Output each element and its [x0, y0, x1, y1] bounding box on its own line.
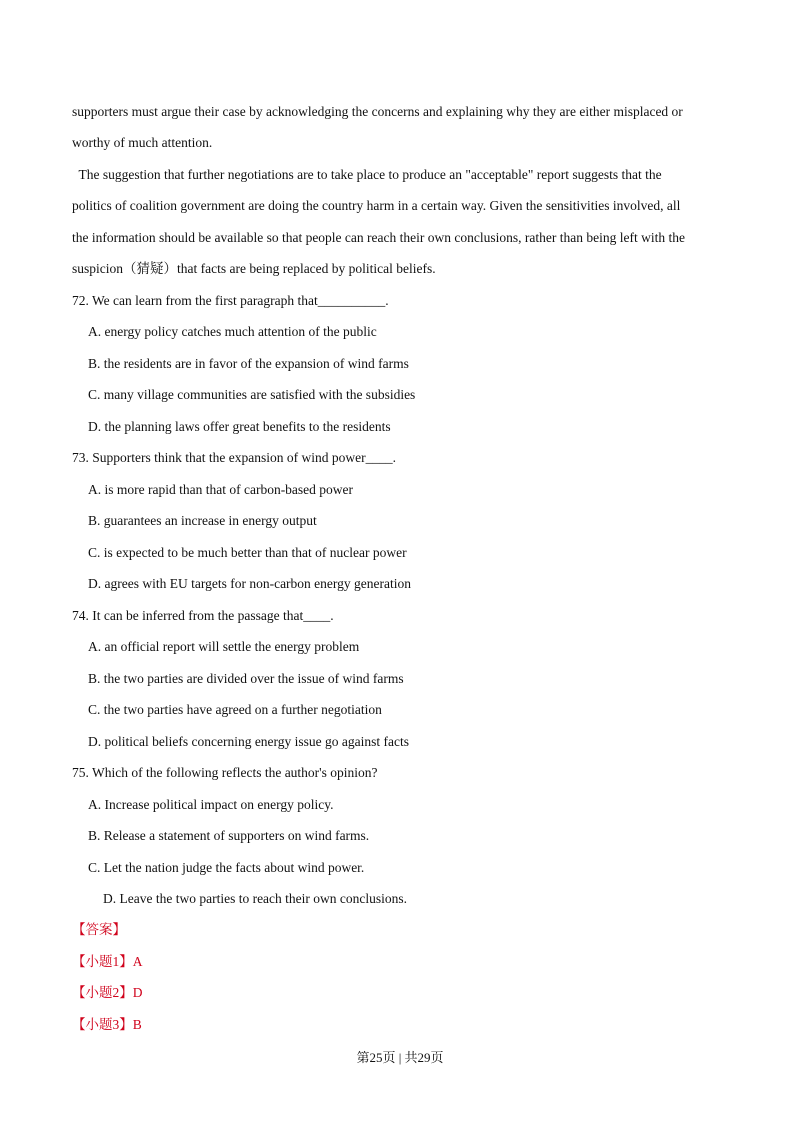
question-option: A. is more rapid than that of carbon-based power — [88, 482, 354, 497]
question-stem: 73. Supporters think that the expansion of wind power____. — [72, 450, 396, 465]
question-stem: 75. Which of the following reflects the author's opinion? — [72, 765, 378, 780]
question-option: A. energy policy catches much attention of the public — [88, 324, 377, 339]
question-option: B. the residents are in favor of the expansion of wind farms — [88, 356, 409, 371]
question-option: D. political beliefs concerning energy issue go against facts — [88, 734, 410, 749]
answer-item: 【小题2】D — [72, 985, 143, 1000]
question-option: B. guarantees an increase in energy output — [88, 513, 317, 528]
passage-line: politics of coalition government are doing the country harm in a certain way. Given the sensitivities involved, all — [72, 198, 681, 213]
passage-line: the information should be available so that people can reach their own conclusions, rather than being left with the — [72, 230, 685, 245]
question-stem: 74. It can be inferred from the passage that____. — [72, 608, 334, 623]
answer-item: 【小题1】A — [72, 954, 143, 969]
question-option: B. Release a statement of supporters on wind farms. — [88, 828, 370, 843]
passage-line: suspicion（猜疑）that facts are being replaced by political beliefs. — [72, 261, 436, 276]
passage-line: supporters must argue their case by acknowledging the concerns and explaining why they are either misplaced or — [72, 104, 683, 119]
answer-item: 【小题3】B — [72, 1017, 142, 1032]
question-option: A. Increase political impact on energy policy. — [88, 797, 334, 812]
question-option: C. the two parties have agreed on a further negotiation — [88, 702, 382, 717]
question-option: C. Let the nation judge the facts about wind power. — [88, 860, 365, 875]
answer-heading: 【答案】 — [72, 922, 126, 937]
question-option: A. an official report will settle the energy problem — [88, 639, 360, 654]
passage-line: worthy of much attention. — [72, 135, 213, 150]
question-option: B. the two parties are divided over the issue of wind farms — [88, 671, 404, 686]
question-option: C. many village communities are satisfied with the subsidies — [88, 387, 416, 402]
question-option: D. agrees with EU targets for non-carbon energy generation — [88, 576, 412, 591]
question-option: C. is expected to be much better than that of nuclear power — [88, 545, 407, 560]
question-option: D. Leave the two parties to reach their own conclusions. — [103, 891, 408, 906]
page-number: 第25页 | 共29页 — [356, 1050, 444, 1065]
question-option: D. the planning laws offer great benefits to the residents — [88, 419, 391, 434]
passage-line: The suggestion that further negotiations are to take place to produce an "acceptable" report suggests that the — [72, 167, 662, 182]
question-stem: 72. We can learn from the first paragraph that__________. — [72, 293, 389, 308]
